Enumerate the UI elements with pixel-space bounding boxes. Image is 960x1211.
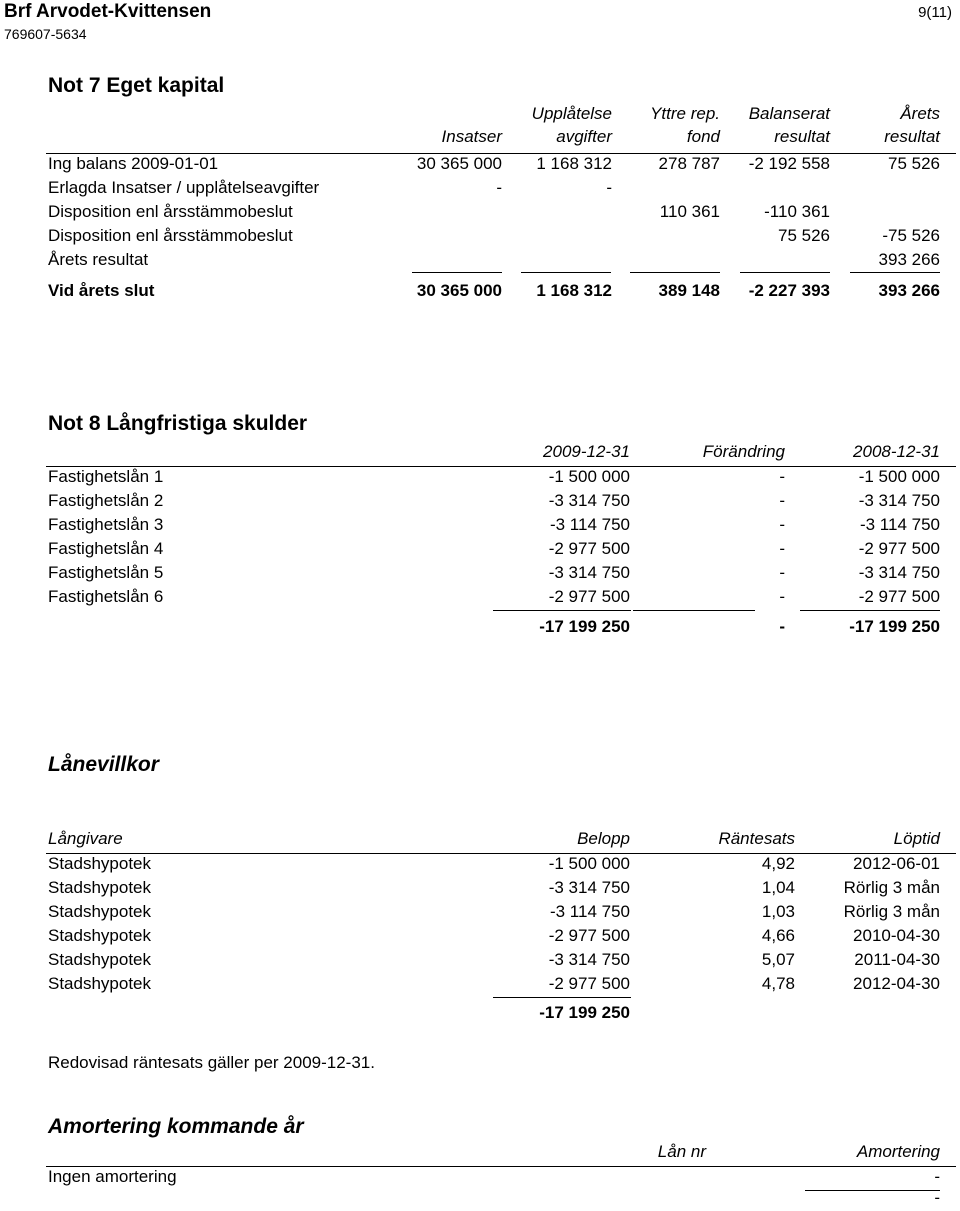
cell-value: -2 977 500 (858, 539, 940, 558)
total-value: -17 199 250 (539, 617, 630, 636)
column-header: Långivare (48, 829, 123, 848)
cell-value: - (779, 491, 785, 510)
column-header: Löptid (893, 829, 940, 848)
total-value: - (934, 1188, 940, 1207)
cell-value: - (779, 515, 785, 534)
lender-name: Stadshypotek (48, 950, 152, 969)
total-value: 389 148 (658, 281, 720, 300)
cell-value: -3 314 750 (548, 950, 630, 969)
column-header: Årets (900, 104, 940, 123)
column-header: 2008-12-31 (853, 442, 940, 461)
cell-value: 4,92 (761, 854, 795, 873)
row-label: Ingen amortering (48, 1167, 177, 1186)
cell-value: 2011-04-30 (854, 950, 940, 969)
cell-value: - (779, 563, 785, 582)
cell-value: -2 192 558 (748, 154, 830, 173)
cell-value: 1,03 (761, 902, 795, 921)
cell-value: 75 526 (778, 226, 830, 245)
column-header: Lån nr (657, 1142, 706, 1161)
cell-value: -3 114 750 (549, 902, 630, 921)
row-label: Disposition enl årsstämmobeslut (48, 202, 293, 221)
lender-name: Stadshypotek (48, 974, 152, 993)
cell-value: -2 977 500 (548, 926, 630, 945)
row-label: Fastighetslån 2 (48, 491, 164, 510)
cell-value: 1 168 312 (536, 154, 612, 173)
column-header: avgifter (556, 127, 612, 146)
cell-value: - (606, 178, 612, 197)
cell-value: -3 314 750 (548, 878, 630, 897)
interest-rate-note: Redovisad räntesats gäller per 2009-12-31. (48, 1053, 375, 1072)
column-header: fond (686, 127, 720, 146)
row-label: Disposition enl årsstämmobeslut (48, 226, 293, 245)
cell-value: Rörlig 3 mån (843, 902, 940, 921)
row-label: Fastighetslån 5 (48, 563, 164, 582)
cell-value: - (779, 587, 785, 606)
cell-value: -3 314 750 (548, 491, 630, 510)
note7-title: Not 7 Eget kapital (48, 74, 225, 97)
cell-value: 4,66 (761, 926, 795, 945)
cell-value: -2 977 500 (858, 587, 940, 606)
cell-value: -2 977 500 (548, 587, 630, 606)
total-value: -17 199 250 (849, 617, 940, 636)
total-label: Vid årets slut (48, 281, 155, 300)
column-header: Yttre rep. (650, 104, 720, 123)
cell-value: Rörlig 3 mån (843, 878, 940, 897)
column-header: resultat (774, 127, 830, 146)
row-label: Fastighetslån 1 (48, 467, 164, 486)
column-header: Amortering (856, 1142, 940, 1161)
lender-name: Stadshypotek (48, 926, 152, 945)
cell-value: -3 314 750 (858, 491, 940, 510)
lender-name: Stadshypotek (48, 902, 152, 921)
column-header: Balanserat (748, 104, 830, 123)
column-header: resultat (884, 127, 940, 146)
cell-value: - (779, 467, 785, 486)
sum-rule (800, 610, 940, 611)
sum-rule (633, 610, 755, 611)
cell-value: 110 361 (659, 202, 720, 221)
total-value: - (779, 617, 785, 636)
cell-value: -110 361 (764, 202, 830, 221)
sum-rule (850, 272, 940, 273)
sum-rule (630, 272, 720, 273)
column-header: Insatser (441, 127, 502, 146)
cell-value: 2012-04-30 (853, 974, 940, 993)
sum-rule (412, 272, 502, 273)
organization-name: Brf Arvodet-Kvittensen (4, 1, 212, 22)
cell-value: -75 526 (882, 226, 940, 245)
cell-value: -1 500 000 (548, 854, 630, 873)
cell-value: 75 526 (888, 154, 940, 173)
cell-value: 4,78 (761, 974, 795, 993)
sum-rule (521, 272, 611, 273)
sum-rule (493, 997, 631, 998)
cell-value: 5,07 (761, 950, 795, 969)
cell-value: -3 314 750 (548, 563, 630, 582)
lender-name: Stadshypotek (48, 878, 152, 897)
column-header: Förändring (702, 442, 785, 461)
cell-value: 2010-04-30 (853, 926, 940, 945)
note8-title: Not 8 Långfristiga skulder (48, 412, 308, 435)
cell-value: - (496, 178, 502, 197)
row-label: Fastighetslån 3 (48, 515, 164, 534)
cell-value: 1,04 (761, 878, 795, 897)
cell-value: 278 787 (658, 154, 720, 173)
cell-value: -1 500 000 (858, 467, 940, 486)
cell-value: -3 314 750 (858, 563, 940, 582)
total-value: -2 227 393 (748, 281, 830, 300)
cell-value: 2012-06-01 (853, 854, 940, 873)
cell-value: - (934, 1167, 940, 1186)
column-header: Upplåtelse (531, 104, 612, 123)
sum-rule (493, 610, 631, 611)
total-value: 1 168 312 (536, 281, 612, 300)
lender-name: Stadshypotek (48, 854, 152, 873)
column-header: Belopp (577, 829, 630, 848)
row-label: Erlagda Insatser / upplåtelseavgifter (48, 178, 320, 197)
page-number: 9(11) (918, 4, 952, 21)
column-header: 2009-12-31 (543, 442, 630, 461)
cell-value: 30 365 000 (416, 154, 502, 173)
cell-value: 393 266 (878, 250, 940, 269)
cell-value: - (779, 539, 785, 558)
row-label: Fastighetslån 4 (48, 539, 164, 558)
total-value: -17 199 250 (539, 1003, 630, 1022)
cell-value: -3 114 750 (549, 515, 630, 534)
row-label: Fastighetslån 6 (48, 587, 164, 606)
row-label: Ing balans 2009-01-01 (48, 154, 219, 173)
organization-number: 769607-5634 (4, 26, 87, 42)
amortization-title: Amortering kommande år (48, 1115, 304, 1138)
cell-value: -3 114 750 (859, 515, 940, 534)
total-value: 30 365 000 (416, 281, 502, 300)
cell-value: -1 500 000 (548, 467, 630, 486)
cell-value: -2 977 500 (548, 974, 630, 993)
loan-terms-title: Lånevillkor (48, 753, 159, 776)
cell-value: -2 977 500 (548, 539, 630, 558)
total-value: 393 266 (878, 281, 940, 300)
column-header: Räntesats (718, 829, 795, 848)
sum-rule (740, 272, 830, 273)
row-label: Årets resultat (48, 250, 149, 269)
